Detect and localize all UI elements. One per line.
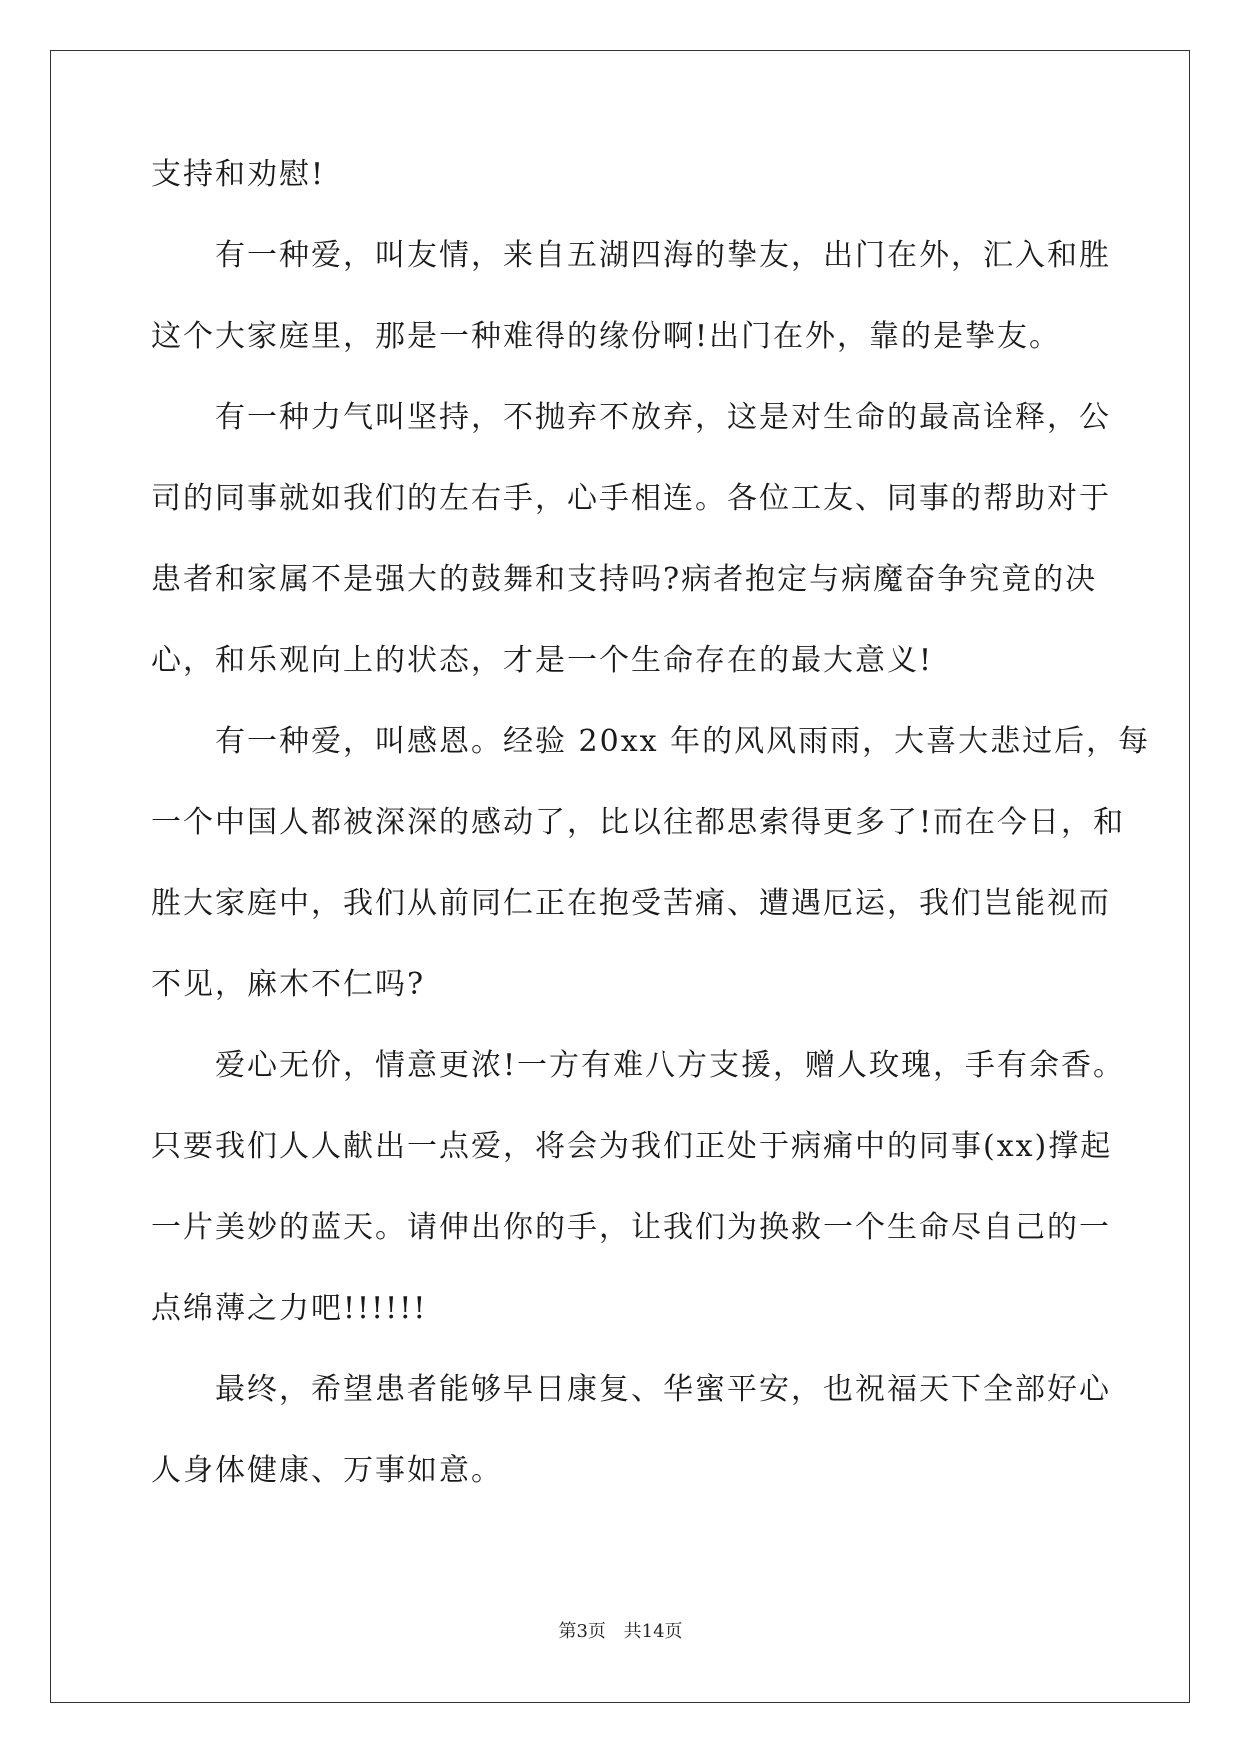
text-line: 人身体健康、万事如意。 [151,1453,503,1488]
text-line: 只要我们人人献出一点爱，将会为我们正处于病痛中的同事(xx)撑起 [151,1129,1113,1164]
text-line: 一片美妙的蓝天。请伸出你的手，让我们为换救一个生命尽自己的一 [151,1210,1111,1245]
text-line: 患者和家属不是强大的鼓舞和支持吗?病者抱定与病魔奋争究竟的决 [151,562,1098,597]
text-line: 这个大家庭里，那是一种难得的缘份啊!出门在外，靠的是挚友。 [151,319,1062,354]
text-line: 心，和乐观向上的状态，才是一个生命存在的最大意义! [151,643,934,678]
page-number: 第3页 [558,1621,606,1642]
text-line: 司的同事就如我们的左右手，心手相连。各位工友、同事的帮助对于 [151,481,1111,516]
text-line: 支持和劝慰! [151,157,326,192]
document-body [151,157,1151,1537]
text-line: 最终，希望患者能够早日康复、华蜜平安，也祝福天下全部好心 [215,1372,1111,1407]
text-line: 有一种爱，叫感恩。经验 20xx 年的风风雨雨，大喜大悲过后，每 [215,724,1151,759]
page-total: 共14页 [623,1621,683,1642]
text-line: 胜大家庭中，我们从前同仁正在抱受苦痛、遭遇厄运，我们岂能视而 [151,886,1111,921]
text-line: 有一种力气叫坚持，不抛弃不放弃，这是对生命的最高诠释，公 [215,400,1111,435]
text-line: 爱心无价，情意更浓!一方有难八方支援，赠人玫瑰，手有余香。 [215,1048,1126,1083]
text-line: 一个中国人都被深深的感动了，比以往都思索得更多了!而在今日，和 [151,805,1126,840]
page-footer [0,1617,1241,1643]
text-line: 有一种爱，叫友情，来自五湖四海的挚友，出门在外，汇入和胜 [215,238,1111,273]
text-line: 点绵薄之力吧!!!!!! [151,1291,428,1326]
text-line: 不见，麻木不仁吗? [151,967,426,1002]
